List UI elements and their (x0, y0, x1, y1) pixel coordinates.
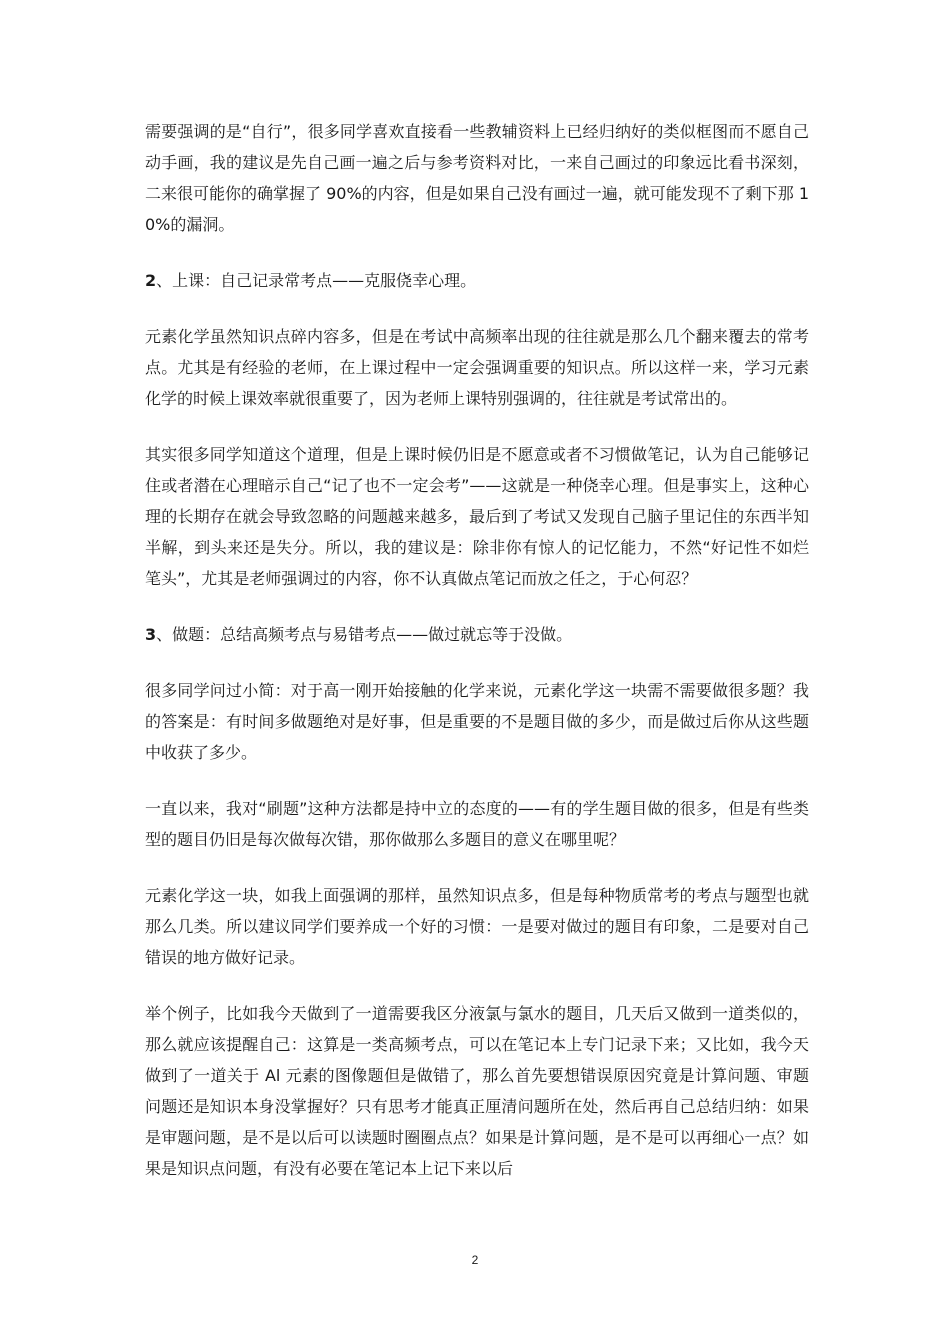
paragraph-question-answer: 很多同学问过小简：对于高一刚开始接触的化学来说，元素化学这一块需不需要做很多题？我的答案是：有时间多做题绝对是好事，但是重要的不是题目做的多少，而是做过后你从这些题中收获了多少。 (145, 681, 809, 762)
section-heading-text: 、做题：总结高频考点与易错考点——做过就忘等于没做。 (156, 625, 573, 644)
page-content (145, 116, 809, 1209)
section-heading-text: 、上课：自己记录常考点——克服侥幸心理。 (156, 271, 477, 290)
paragraph-example: 举个例子，比如我今天做到了一道需要我区分液氯与氯水的题目，几天后又做到一道类似的，那么就应该提醒自己：这算是一类高频考点，可以在笔记本上专门记录下来；又比如，我今天做到了一道关于 Al 元素的图像题但是做错了，那么首先要想错误原因究竟是计算问题、审题问题还是知识本身没掌握好？只有思考才能真正厘清问题所在处，然后再自己总结归纳：如果是审题问题，是不是以后可以读题时圈圈点点？如果是计算问题，是不是可以再细心一点？如果是知识点问题，有没有必要在笔记本上记下来以后 (145, 1004, 809, 1178)
paragraph-habits: 元素化学这一块，如我上面强调的那样，虽然知识点多，但是每种物质常考的考点与题型也就那么几类。所以建议同学们要养成一个好的习惯：一是要对做过的题目有印象，二是要对自己错误的地方做好记录。 (145, 886, 809, 967)
section-number: 2 (145, 271, 157, 290)
page-number: 2 (471, 1253, 479, 1267)
paragraph-note-taking: 其实很多同学知道这个道理，但是上课时候仍旧是不愿意或者不习惯做笔记，认为自己能够记住或者潜在心理暗示自己“记了也不一定会考”——这就是一种侥幸心理。但是事实上，这种心理的长期存在就会导致忽略的问题越来越多，最后到了考试又发现自己脑子里记住的东西半知半解，到头来还是失分。所以，我的建议是：除非你有惊人的记忆能力，不然“好记性不如烂笔头”，尤其是老师强调过的内容，你不认真做点笔记而放之任之，于心何忍？ (145, 445, 809, 588)
paragraph-drill-attitude: 一直以来，我对“刷题”这种方法都是持中立的态度的——有的学生题目做的很多，但是有些类型的题目仍旧是每次做每次错，那你做那么多题目的意义在哪里呢？ (145, 799, 809, 849)
section-number: 3 (145, 625, 157, 644)
section-heading-lecture (145, 265, 809, 296)
section-heading-practice (145, 619, 809, 650)
paragraph-self-draw: 需要强调的是“自行”，很多同学喜欢直接看一些教辅资料上已经归纳好的类似框图而不愿自己动手画，我的建议是先自己画一遍之后与参考资料对比，一来自己画过的印象远比看书深刻，二来很可能你的确掌握了 90%的内容，但是如果自己没有画过一遍，就可能发现不了剩下那 10%的漏洞。 (145, 122, 809, 234)
paragraph-exam-points: 元素化学虽然知识点碎内容多，但是在考试中高频率出现的往往就是那么几个翻来覆去的常考点。尤其是有经验的老师，在上课过程中一定会强调重要的知识点。所以这样一来，学习元素化学的时候上课效率就很重要了，因为老师上课特别强调的，往往就是考试常出的。 (145, 327, 809, 408)
